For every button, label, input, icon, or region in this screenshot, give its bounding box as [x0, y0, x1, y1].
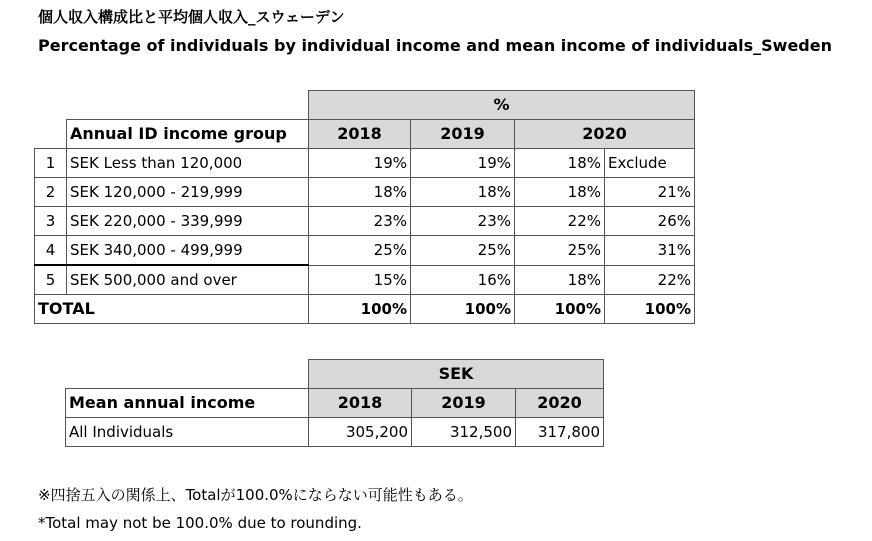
cell-2020: 18%	[515, 178, 605, 207]
cell-2020-adjusted: 21%	[605, 178, 695, 207]
row-index: 1	[35, 149, 67, 178]
total-2018: 100%	[309, 295, 411, 324]
cell-2019: 23%	[411, 207, 515, 236]
cell-2018: 23%	[309, 207, 411, 236]
cell-2018: 25%	[309, 236, 411, 266]
year-header-2018: 2018	[309, 120, 411, 149]
table-row	[66, 418, 604, 447]
cell-2020-adjusted: 31%	[605, 236, 695, 266]
cell-2019: 18%	[411, 178, 515, 207]
cell-2020: 22%	[515, 207, 605, 236]
title-japanese: 個人収入構成比と平均個人収入_スウェーデン	[38, 8, 345, 26]
table-row	[35, 178, 695, 207]
cell-2020: 317,800	[516, 418, 604, 447]
cell-2020: 25%	[515, 236, 605, 266]
income-group-table	[34, 90, 695, 324]
row-index: 2	[35, 178, 67, 207]
group-header: Annual ID income group	[67, 120, 309, 149]
cell-2020: 18%	[515, 265, 605, 295]
row-label: SEK 220,000 - 339,999	[67, 207, 309, 236]
cell-2018: 18%	[309, 178, 411, 207]
row-label: SEK Less than 120,000	[67, 149, 309, 178]
total-row	[35, 295, 695, 324]
cell-2019: 19%	[411, 149, 515, 178]
row-index: 4	[35, 236, 67, 266]
table-row	[35, 149, 695, 178]
cell-2018: 15%	[309, 265, 411, 295]
unit-row	[66, 360, 604, 389]
year-header-2019: 2019	[411, 120, 515, 149]
table-row	[35, 207, 695, 236]
total-2020-adjusted: 100%	[605, 295, 695, 324]
table-row	[35, 236, 695, 266]
year-header-2020: 2020	[516, 389, 604, 418]
total-label: TOTAL	[35, 295, 309, 324]
year-header-row	[66, 389, 604, 418]
cell-2018: 19%	[309, 149, 411, 178]
cell-2020: 18%	[515, 149, 605, 178]
mean-income-table	[65, 359, 604, 447]
unit-header: %	[309, 91, 695, 120]
row-label: SEK 340,000 - 499,999	[67, 236, 309, 266]
cell-2019: 25%	[411, 236, 515, 266]
cell-2019: 16%	[411, 265, 515, 295]
row-label: All Individuals	[66, 418, 309, 447]
row-index: 3	[35, 207, 67, 236]
cell-2020-adjusted: 26%	[605, 207, 695, 236]
table-row	[35, 265, 695, 295]
unit-row	[35, 91, 695, 120]
year-header-row	[35, 120, 695, 149]
row-label: SEK 500,000 and over	[67, 265, 309, 295]
row-index: 5	[35, 265, 67, 295]
year-header-2018: 2018	[309, 389, 412, 418]
mean-income-header: Mean annual income	[66, 389, 309, 418]
total-2019: 100%	[411, 295, 515, 324]
total-2020: 100%	[515, 295, 605, 324]
year-header-2019: 2019	[412, 389, 516, 418]
row-label: SEK 120,000 - 219,999	[67, 178, 309, 207]
unit-header: SEK	[309, 360, 604, 389]
footnote-english: *Total may not be 100.0% due to rounding.	[38, 514, 362, 532]
cell-2019: 312,500	[412, 418, 516, 447]
footnote-japanese: ※四捨五入の関係上、Totalが100.0%にならない可能性もある。	[38, 486, 473, 504]
cell-2020-adjusted: 22%	[605, 265, 695, 295]
year-header-2020: 2020	[515, 120, 695, 149]
title-english: Percentage of individuals by individual income and mean income of individuals_Sweden	[38, 36, 832, 55]
cell-2018: 305,200	[309, 418, 412, 447]
cell-2020-adjusted: Exclude	[605, 149, 695, 178]
